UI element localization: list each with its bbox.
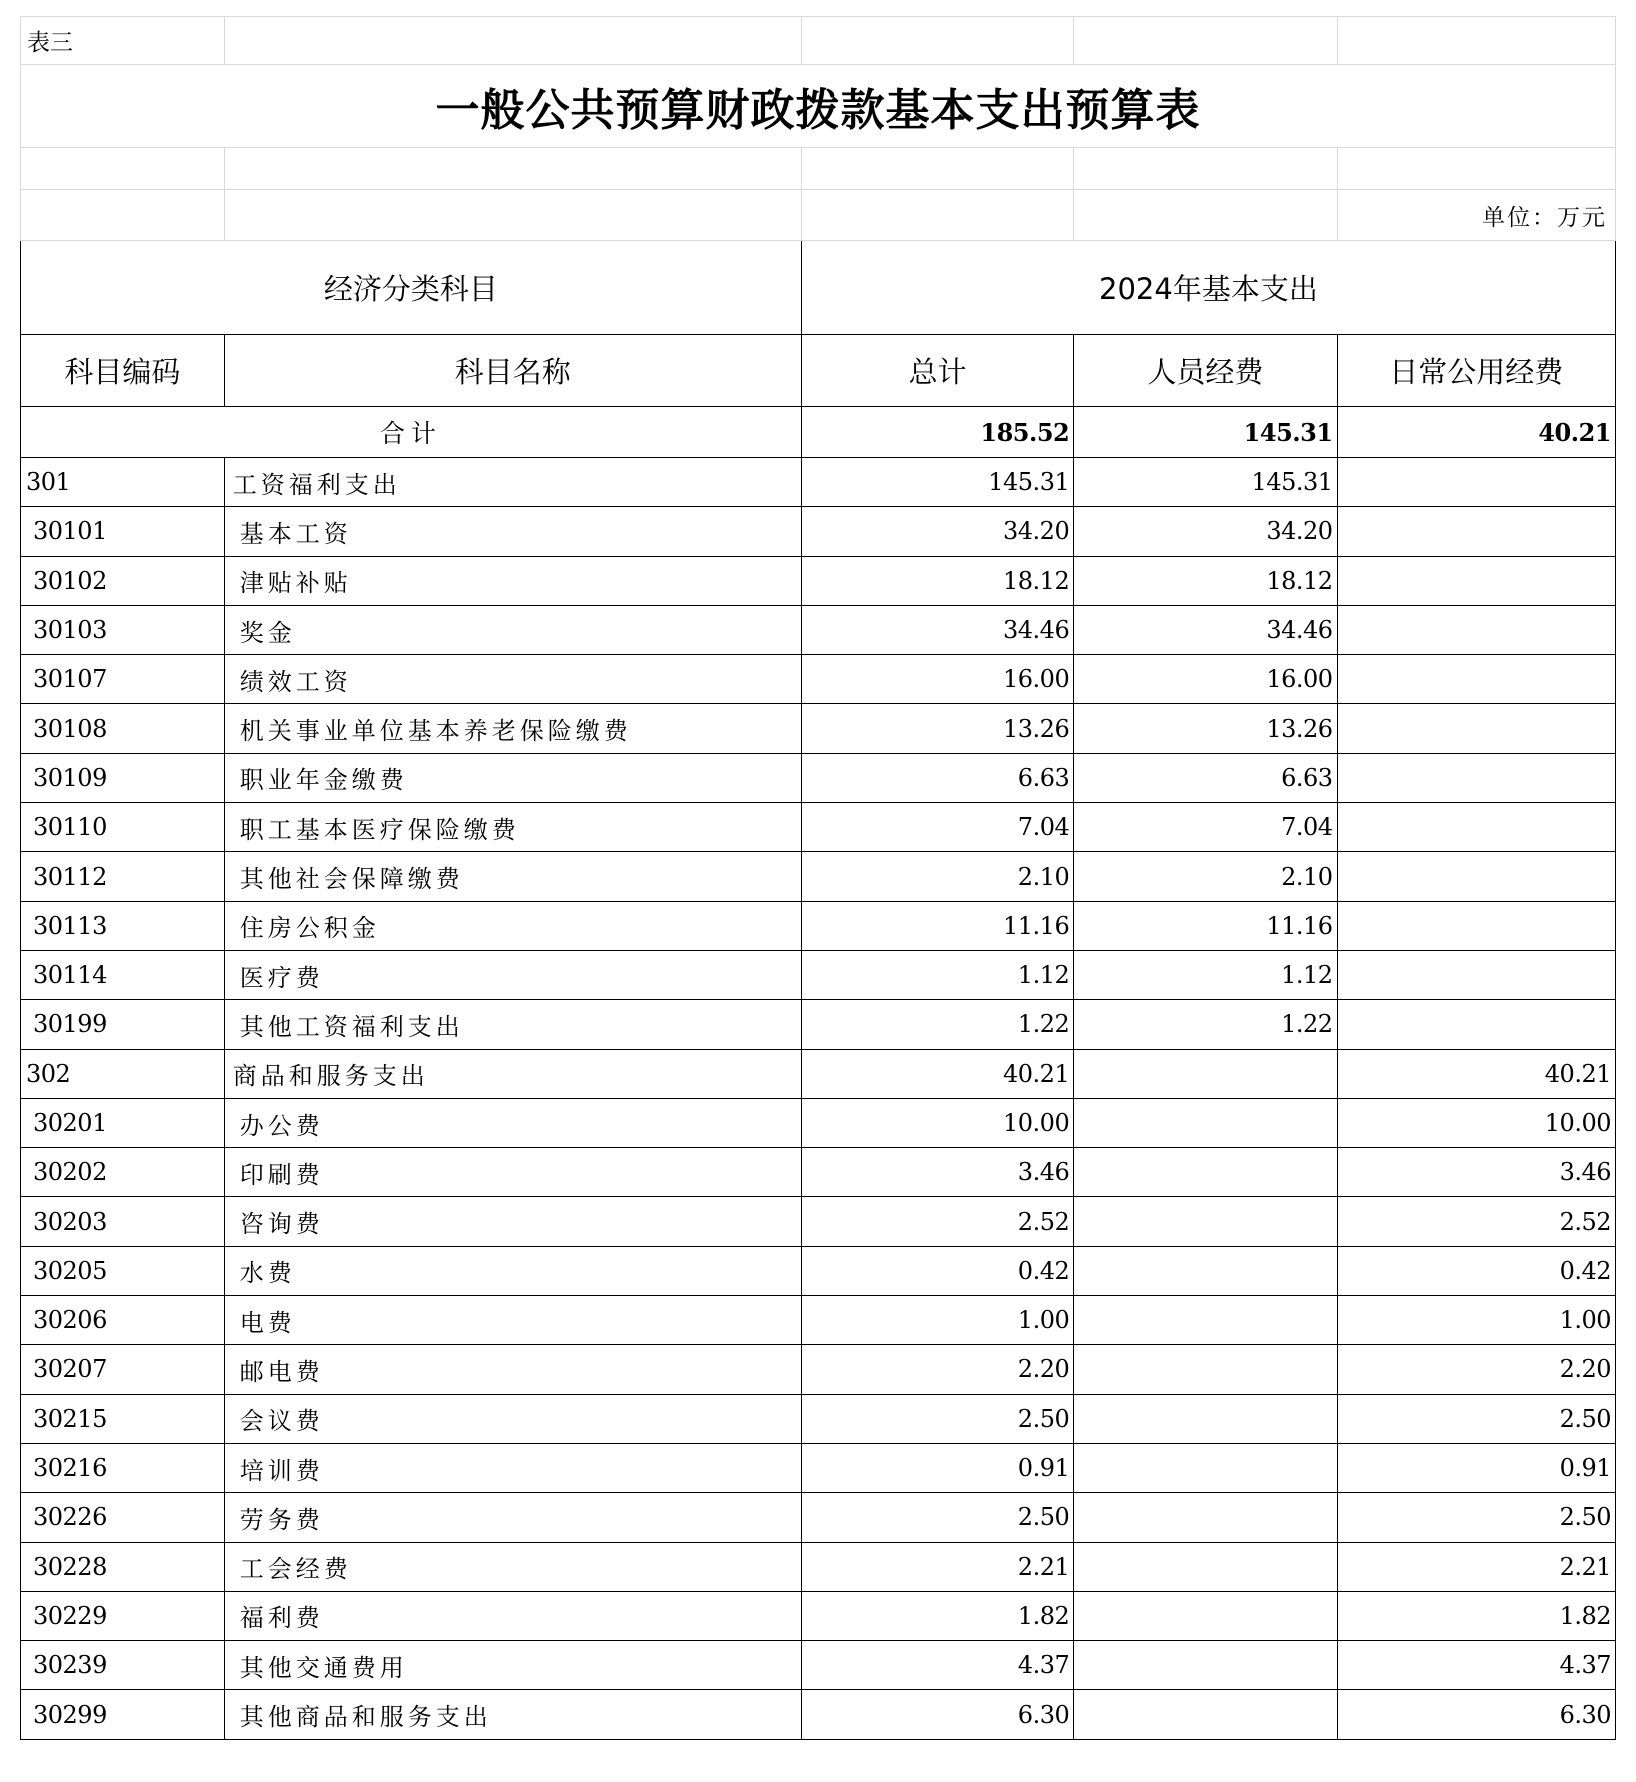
cell-name: 商品和服务支出 bbox=[224, 1049, 801, 1098]
cell-personnel bbox=[1074, 1493, 1337, 1542]
cell-total: 2.20 bbox=[801, 1345, 1073, 1394]
table-row bbox=[21, 1641, 1616, 1690]
cell-code: 30203 bbox=[21, 1197, 225, 1246]
cell-personnel: 13.26 bbox=[1074, 704, 1337, 753]
total-cell-personnel: 145.31 bbox=[1074, 407, 1337, 458]
cell-name: 其他商品和服务支出 bbox=[224, 1690, 801, 1739]
cell-total: 2.10 bbox=[801, 852, 1073, 901]
cell-name: 福利费 bbox=[224, 1591, 801, 1640]
cell-personnel: 1.22 bbox=[1074, 1000, 1337, 1049]
cell-personnel bbox=[1074, 1148, 1337, 1197]
table-row bbox=[21, 901, 1616, 950]
empty-cell bbox=[1074, 148, 1337, 190]
cell-code: 30101 bbox=[21, 507, 225, 556]
cell-total: 4.37 bbox=[801, 1641, 1073, 1690]
unit-label: 单位：万元 bbox=[1337, 190, 1615, 241]
cell-code: 30205 bbox=[21, 1246, 225, 1295]
cell-name: 水费 bbox=[224, 1246, 801, 1295]
cell-total: 145.31 bbox=[801, 458, 1073, 507]
cell-personnel bbox=[1074, 1197, 1337, 1246]
cell-public: 2.20 bbox=[1337, 1345, 1615, 1394]
page-title: 一般公共预算财政拨款基本支出预算表 bbox=[21, 65, 1616, 148]
cell-total: 2.50 bbox=[801, 1394, 1073, 1443]
cell-public: 40.21 bbox=[1337, 1049, 1615, 1098]
cell-personnel bbox=[1074, 1246, 1337, 1295]
cell-personnel bbox=[1074, 1394, 1337, 1443]
cell-name: 其他交通费用 bbox=[224, 1641, 801, 1690]
cell-public: 0.42 bbox=[1337, 1246, 1615, 1295]
cell-public: 2.21 bbox=[1337, 1542, 1615, 1591]
cell-public bbox=[1337, 458, 1615, 507]
table-row bbox=[21, 1591, 1616, 1640]
table-row bbox=[21, 1394, 1616, 1443]
cell-personnel: 16.00 bbox=[1074, 655, 1337, 704]
table-row bbox=[21, 1197, 1616, 1246]
table-row bbox=[21, 507, 1616, 556]
cell-code: 30112 bbox=[21, 852, 225, 901]
cell-name: 职业年金缴费 bbox=[224, 753, 801, 802]
cell-code: 30102 bbox=[21, 556, 225, 605]
cell-code: 30110 bbox=[21, 803, 225, 852]
cell-name: 津贴补贴 bbox=[224, 556, 801, 605]
spacer-row bbox=[21, 148, 1616, 190]
table-row bbox=[21, 950, 1616, 999]
cell-total: 34.20 bbox=[801, 507, 1073, 556]
cell-public bbox=[1337, 556, 1615, 605]
total-cell-public: 40.21 bbox=[1337, 407, 1615, 458]
empty-cell bbox=[1074, 17, 1337, 65]
cell-total: 11.16 bbox=[801, 901, 1073, 950]
cell-total: 1.00 bbox=[801, 1296, 1073, 1345]
table-row bbox=[21, 852, 1616, 901]
cell-personnel: 34.20 bbox=[1074, 507, 1337, 556]
cell-total: 2.52 bbox=[801, 1197, 1073, 1246]
cell-public bbox=[1337, 753, 1615, 802]
empty-cell bbox=[801, 190, 1073, 241]
cell-name: 住房公积金 bbox=[224, 901, 801, 950]
table-row bbox=[21, 1246, 1616, 1295]
cell-code: 30215 bbox=[21, 1394, 225, 1443]
cell-name: 基本工资 bbox=[224, 507, 801, 556]
table-row bbox=[21, 803, 1616, 852]
cell-code: 30108 bbox=[21, 704, 225, 753]
cell-personnel bbox=[1074, 1296, 1337, 1345]
cell-name: 会议费 bbox=[224, 1394, 801, 1443]
cell-code: 30113 bbox=[21, 901, 225, 950]
cell-public: 3.46 bbox=[1337, 1148, 1615, 1197]
cell-total: 1.82 bbox=[801, 1591, 1073, 1640]
table-row bbox=[21, 1345, 1616, 1394]
cell-code: 30216 bbox=[21, 1443, 225, 1492]
cell-code: 301 bbox=[21, 458, 225, 507]
cell-total: 40.21 bbox=[801, 1049, 1073, 1098]
cell-public: 1.82 bbox=[1337, 1591, 1615, 1640]
empty-cell bbox=[224, 190, 801, 241]
cell-name: 其他社会保障缴费 bbox=[224, 852, 801, 901]
cell-total: 1.22 bbox=[801, 1000, 1073, 1049]
cell-public bbox=[1337, 704, 1615, 753]
cell-personnel bbox=[1074, 1591, 1337, 1640]
label-row bbox=[21, 17, 1616, 65]
cell-public: 2.52 bbox=[1337, 1197, 1615, 1246]
table-row bbox=[21, 655, 1616, 704]
cell-total: 6.30 bbox=[801, 1690, 1073, 1739]
cell-code: 30239 bbox=[21, 1641, 225, 1690]
cell-name: 劳务费 bbox=[224, 1493, 801, 1542]
title-row bbox=[21, 65, 1616, 148]
cell-personnel: 1.12 bbox=[1074, 950, 1337, 999]
empty-cell bbox=[21, 148, 225, 190]
table-row bbox=[21, 1148, 1616, 1197]
cell-total: 6.63 bbox=[801, 753, 1073, 802]
cell-total: 0.42 bbox=[801, 1246, 1073, 1295]
cell-personnel: 2.10 bbox=[1074, 852, 1337, 901]
empty-cell bbox=[21, 190, 225, 241]
cell-code: 30207 bbox=[21, 1345, 225, 1394]
cell-public bbox=[1337, 1000, 1615, 1049]
cell-public bbox=[1337, 803, 1615, 852]
cell-code: 30114 bbox=[21, 950, 225, 999]
cell-personnel bbox=[1074, 1690, 1337, 1739]
cell-total: 2.50 bbox=[801, 1493, 1073, 1542]
cell-name: 奖金 bbox=[224, 605, 801, 654]
empty-cell bbox=[1337, 17, 1615, 65]
cell-total: 1.12 bbox=[801, 950, 1073, 999]
cell-public: 2.50 bbox=[1337, 1394, 1615, 1443]
table-row bbox=[21, 1000, 1616, 1049]
total-row bbox=[21, 407, 1616, 458]
empty-cell bbox=[224, 17, 801, 65]
table-row bbox=[21, 1098, 1616, 1147]
group-header-left: 经济分类科目 bbox=[21, 241, 802, 335]
table-row bbox=[21, 1493, 1616, 1542]
cell-personnel bbox=[1074, 1098, 1337, 1147]
cell-name: 机关事业单位基本养老保险缴费 bbox=[224, 704, 801, 753]
cell-public: 4.37 bbox=[1337, 1641, 1615, 1690]
cell-name: 医疗费 bbox=[224, 950, 801, 999]
cell-public: 1.00 bbox=[1337, 1296, 1615, 1345]
cell-name: 工资福利支出 bbox=[224, 458, 801, 507]
cell-public bbox=[1337, 950, 1615, 999]
table-row bbox=[21, 753, 1616, 802]
cell-name: 印刷费 bbox=[224, 1148, 801, 1197]
cell-public bbox=[1337, 507, 1615, 556]
cell-public bbox=[1337, 655, 1615, 704]
cell-name: 办公费 bbox=[224, 1098, 801, 1147]
cell-total: 34.46 bbox=[801, 605, 1073, 654]
cell-name: 绩效工资 bbox=[224, 655, 801, 704]
cell-personnel: 18.12 bbox=[1074, 556, 1337, 605]
cell-code: 302 bbox=[21, 1049, 225, 1098]
cell-name: 其他工资福利支出 bbox=[224, 1000, 801, 1049]
cell-name: 咨询费 bbox=[224, 1197, 801, 1246]
cell-name: 电费 bbox=[224, 1296, 801, 1345]
cell-code: 30202 bbox=[21, 1148, 225, 1197]
cell-total: 7.04 bbox=[801, 803, 1073, 852]
column-header-name: 科目名称 bbox=[224, 335, 801, 407]
cell-code: 30199 bbox=[21, 1000, 225, 1049]
table-row bbox=[21, 1296, 1616, 1345]
cell-personnel: 11.16 bbox=[1074, 901, 1337, 950]
cell-total: 16.00 bbox=[801, 655, 1073, 704]
cell-personnel bbox=[1074, 1345, 1337, 1394]
cell-name: 工会经费 bbox=[224, 1542, 801, 1591]
cell-code: 30226 bbox=[21, 1493, 225, 1542]
empty-cell bbox=[801, 148, 1073, 190]
cell-code: 30229 bbox=[21, 1591, 225, 1640]
table-label: 表三 bbox=[21, 17, 225, 65]
cell-code: 30206 bbox=[21, 1296, 225, 1345]
cell-personnel: 34.46 bbox=[1074, 605, 1337, 654]
cell-personnel bbox=[1074, 1542, 1337, 1591]
table-row bbox=[21, 458, 1616, 507]
cell-public bbox=[1337, 605, 1615, 654]
cell-personnel bbox=[1074, 1641, 1337, 1690]
budget-sheet bbox=[20, 16, 1616, 1740]
cell-public: 2.50 bbox=[1337, 1493, 1615, 1542]
cell-code: 30103 bbox=[21, 605, 225, 654]
cell-personnel bbox=[1074, 1049, 1337, 1098]
cell-total: 18.12 bbox=[801, 556, 1073, 605]
cell-total: 13.26 bbox=[801, 704, 1073, 753]
cell-name: 培训费 bbox=[224, 1443, 801, 1492]
cell-public: 6.30 bbox=[1337, 1690, 1615, 1739]
cell-total: 0.91 bbox=[801, 1443, 1073, 1492]
table-row bbox=[21, 704, 1616, 753]
column-header-personnel: 人员经费 bbox=[1074, 335, 1337, 407]
table-row bbox=[21, 605, 1616, 654]
table-row bbox=[21, 1690, 1616, 1739]
unit-row bbox=[21, 190, 1616, 241]
cell-public: 0.91 bbox=[1337, 1443, 1615, 1492]
table-row bbox=[21, 556, 1616, 605]
empty-cell bbox=[1337, 148, 1615, 190]
empty-cell bbox=[224, 148, 801, 190]
cell-total: 10.00 bbox=[801, 1098, 1073, 1147]
cell-name: 邮电费 bbox=[224, 1345, 801, 1394]
cell-public bbox=[1337, 901, 1615, 950]
group-header-row bbox=[21, 241, 1616, 335]
total-cell-total: 185.52 bbox=[801, 407, 1073, 458]
cell-code: 30201 bbox=[21, 1098, 225, 1147]
empty-cell bbox=[801, 17, 1073, 65]
cell-code: 30228 bbox=[21, 1542, 225, 1591]
cell-personnel: 6.63 bbox=[1074, 753, 1337, 802]
column-header-code: 科目编码 bbox=[21, 335, 225, 407]
table-row bbox=[21, 1542, 1616, 1591]
cell-public: 10.00 bbox=[1337, 1098, 1615, 1147]
cell-total: 2.21 bbox=[801, 1542, 1073, 1591]
column-header-row bbox=[21, 335, 1616, 407]
column-header-public: 日常公用经费 bbox=[1337, 335, 1615, 407]
cell-code: 30109 bbox=[21, 753, 225, 802]
cell-public bbox=[1337, 852, 1615, 901]
cell-code: 30299 bbox=[21, 1690, 225, 1739]
total-label: 合计 bbox=[21, 407, 802, 458]
cell-code: 30107 bbox=[21, 655, 225, 704]
cell-personnel: 145.31 bbox=[1074, 458, 1337, 507]
cell-personnel: 7.04 bbox=[1074, 803, 1337, 852]
cell-name: 职工基本医疗保险缴费 bbox=[224, 803, 801, 852]
cell-personnel bbox=[1074, 1443, 1337, 1492]
column-header-total: 总计 bbox=[801, 335, 1073, 407]
cell-total: 3.46 bbox=[801, 1148, 1073, 1197]
table-row bbox=[21, 1443, 1616, 1492]
empty-cell bbox=[1074, 190, 1337, 241]
group-header-right: 2024年基本支出 bbox=[801, 241, 1615, 335]
table-row bbox=[21, 1049, 1616, 1098]
